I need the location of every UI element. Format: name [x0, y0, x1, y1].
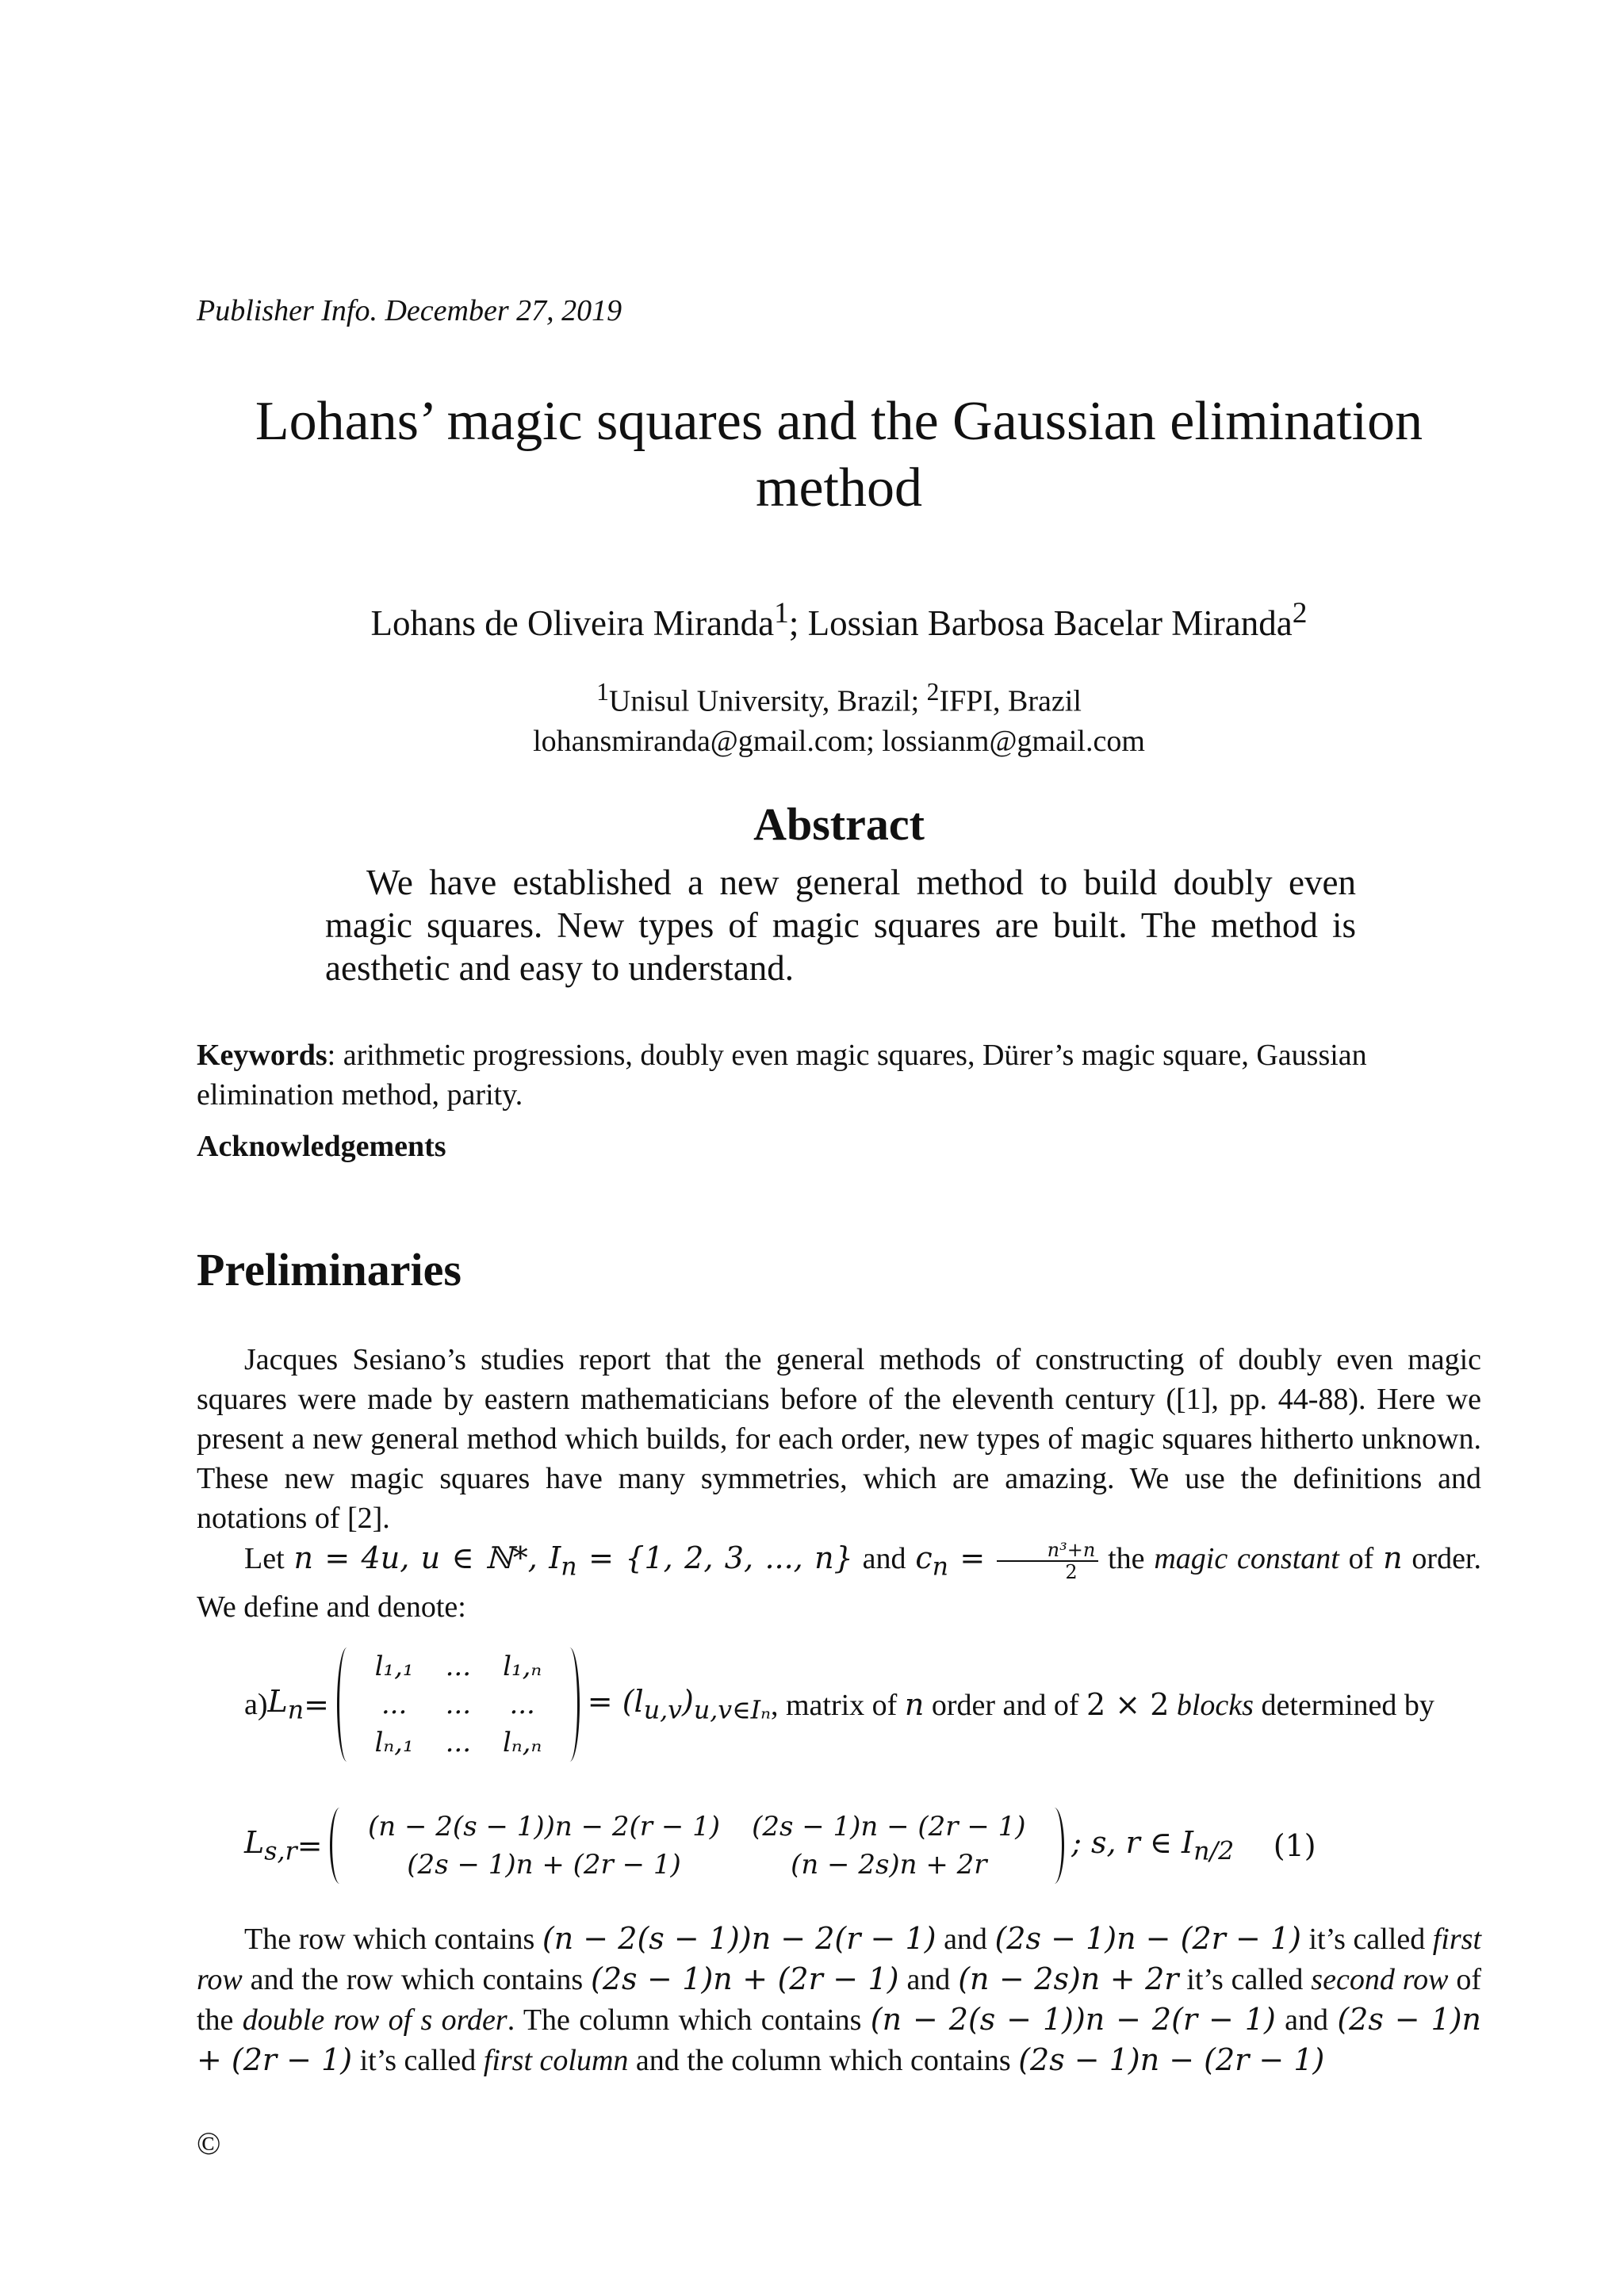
eq-a-lhs-sub: n: [287, 1696, 304, 1725]
p2-text-b: and: [852, 1542, 916, 1575]
matrix-row: [359, 1647, 558, 1686]
right-paren: [1044, 1808, 1064, 1884]
keywords: [197, 1035, 1481, 1115]
matrix-cell: ...: [445, 1689, 472, 1720]
p3-emph: second row: [1311, 1963, 1449, 1996]
eq-1-condition-text: ; s, r ∈ I: [1071, 1825, 1194, 1861]
eq-1-equals: =: [297, 1828, 323, 1863]
p2-text-a: Let: [244, 1542, 294, 1575]
affiliations: [197, 672, 1481, 761]
fraction-numerator: n³+n: [997, 1540, 1099, 1562]
p3-text: . The column which contains: [507, 2003, 871, 2037]
eq-1-lhs: [244, 1825, 297, 1866]
keywords-text: : arithmetic progressions, doubly even magic squares, Dürer’s magic square, Gaussian elimination method, parity.: [197, 1039, 1367, 1112]
eq-a-lhs-symbol: L: [267, 1684, 288, 1720]
matrix-cell: l₁,₁: [374, 1651, 414, 1682]
eq-a-label: a): [244, 1688, 268, 1721]
p3-math: (2s − 1)n + (2r − 1): [591, 1961, 899, 1996]
section-heading-preliminaries: Preliminaries: [197, 1244, 462, 1295]
p2-math-1: n = 4u, u ∈ ℕ*, I: [293, 1540, 561, 1575]
eq-a-rhs-sub: u,v: [643, 1696, 683, 1725]
keywords-label: Keywords: [197, 1039, 327, 1072]
equation-number: (1): [1273, 1828, 1316, 1863]
matrix-cell: lₙ,₁: [374, 1727, 414, 1758]
eq-a-tail-a: , matrix of: [770, 1688, 905, 1722]
eq-1-lhs-sub: s,r: [264, 1837, 297, 1866]
author-line: [197, 596, 1481, 644]
matrix-row: [352, 1808, 1042, 1846]
author-2-sup: 2: [1292, 597, 1308, 629]
eq-a-tail-emph: blocks: [1176, 1688, 1254, 1722]
matrix-cell: l₁,ₙ: [503, 1651, 542, 1682]
matrix-lsr: [330, 1808, 1064, 1884]
eq-a-rhs: [588, 1684, 771, 1725]
p2-math-4: n: [1383, 1540, 1403, 1575]
eq-a-tail: [771, 1687, 1434, 1723]
p2-text-c: the: [1098, 1542, 1155, 1575]
equation-1: [244, 1808, 1529, 1895]
eq-a-equals: =: [304, 1687, 329, 1722]
abstract-heading: Abstract: [753, 798, 925, 850]
eq-a-rhs-sub2: u,v∈Iₙ: [693, 1696, 771, 1725]
eq-a-tail-b: order and of: [924, 1688, 1087, 1722]
left-paren: [330, 1808, 350, 1884]
author-1: Lohans de Oliveira Miranda: [370, 603, 775, 643]
matrix-cell: ...: [509, 1689, 535, 1720]
eq-1-condition: [1071, 1825, 1234, 1866]
equation-a: [244, 1647, 1529, 1782]
matrix-cell: lₙ,ₙ: [503, 1727, 542, 1758]
p3-math: (n − 2(s − 1))n − 2(r − 1): [542, 1921, 936, 1956]
p3-text: and: [936, 1923, 995, 1956]
affil-2-sup: 2: [926, 678, 940, 706]
paragraph-1: Jacques Sesiano’s studies report that the general methods of constructing of doubly even magic squares were made by eastern mathematicians before of the eleventh century ([1], pp. 44-88). Here we present a new general method which builds, for each order, new types of magic squares hitherto unknown. These new magic squares have many symmetries, which are amazing. We use the definitions and notations of [2].: [197, 1343, 1481, 1535]
acknowledgements-heading: Acknowledgements: [197, 1130, 446, 1163]
eq-1-lhs-symbol: L: [244, 1825, 265, 1861]
p3-text: and: [1275, 2003, 1338, 2037]
p3-text: and the row which contains: [242, 1963, 592, 1996]
p2-math-3-sub: n: [932, 1552, 948, 1582]
p3-math: (n − 2s)n + 2r: [958, 1961, 1179, 1996]
p3-math: (n − 2(s − 1))n − 2(r − 1): [870, 2002, 1276, 2037]
magic-constant-fraction: [997, 1540, 1099, 1582]
p3-text: and the column which contains: [628, 2044, 1019, 2077]
p3-text: of the: [197, 1963, 1482, 2037]
p2-equals: =: [948, 1540, 997, 1575]
p3-text: it’s called: [352, 2044, 484, 2077]
matrix-cell: ...: [445, 1727, 472, 1758]
p2-math-1-sub: n: [561, 1552, 577, 1582]
eq-a-tail-d: determined by: [1253, 1688, 1434, 1722]
p3-text: it’s called: [1178, 1963, 1312, 1996]
author-emails: lohansmiranda@gmail.com; lossianm@gmail.com: [533, 724, 1145, 758]
eq-a-lhs: [268, 1684, 304, 1725]
abstract-body: We have established a new general method to build doubly even magic squares. New types of magic squares are built. The method is aesthetic and easy to understand.: [325, 863, 1356, 988]
matrix-ln: [337, 1647, 580, 1762]
affil-2: IFPI, Brazil: [939, 684, 1082, 718]
p3-math: (2s − 1)n − (2r − 1): [1018, 2042, 1325, 2077]
author-separator: ;: [788, 603, 808, 643]
fraction-denominator: 2: [1065, 1561, 1078, 1584]
matrix-cell: ...: [445, 1651, 472, 1682]
eq-a-rhs-close: ): [682, 1684, 694, 1720]
eq-a-tail-c: [1169, 1689, 1177, 1722]
matrix-row: [359, 1686, 558, 1724]
publisher-info: Publisher Info. December 27, 2019: [197, 294, 622, 327]
affil-1-sup: 1: [596, 678, 609, 706]
eq-1-condition-sub: n/2: [1193, 1837, 1235, 1866]
paper-title: Lohans’ magic squares and the Gaussian elimination method: [255, 391, 1423, 519]
eq-a-tail-2x2: 2 × 2: [1086, 1686, 1170, 1722]
matrix-cell: ...: [381, 1689, 408, 1720]
matrix-cell: (2s − 1)n − (2r − 1): [752, 1811, 1026, 1843]
p3-text: and: [898, 1963, 959, 1996]
matrix-row: [359, 1724, 558, 1762]
eq-a-rhs-open: = (l: [587, 1684, 644, 1720]
matrix-cell: (n − 2s)n + 2r: [791, 1849, 987, 1881]
left-paren: [337, 1647, 357, 1762]
p3-math: (2s − 1)n + (2r − 1): [197, 2002, 1482, 2077]
author-2: Lossian Barbosa Bacelar Miranda: [807, 603, 1293, 643]
matrix-ln-body: [359, 1647, 558, 1762]
matrix-cell: (n − 2(s − 1))n − 2(r − 1): [368, 1811, 721, 1843]
affil-1: Unisul University, Brazil;: [608, 684, 927, 718]
p3-emph: double row of s order: [242, 2003, 508, 2037]
p3-math: (2s − 1)n − (2r − 1): [994, 1921, 1301, 1956]
p2-text-e: order. We define and denote:: [197, 1542, 1481, 1624]
affiliation-line: [197, 672, 1481, 721]
paragraph-3: [197, 1919, 1481, 2080]
matrix-row: [352, 1846, 1042, 1884]
author-1-sup: 1: [774, 597, 789, 629]
p2-emph: magic constant: [1154, 1542, 1339, 1575]
matrix-cell: (2s − 1)n + (2r − 1): [407, 1849, 681, 1881]
p3-text: The row which contains: [244, 1923, 542, 1956]
right-paren: [560, 1647, 580, 1762]
eq-a-tail-n: n: [904, 1686, 925, 1722]
paragraph-2: [197, 1538, 1481, 1627]
p3-text: it’s called: [1300, 1923, 1433, 1956]
copyright-symbol: ©: [197, 2126, 221, 2161]
p2-text-d: of: [1339, 1542, 1384, 1575]
p3-emph: first column: [483, 2044, 629, 2077]
p2-math-2: = {1, 2, 3, ..., n}: [576, 1540, 853, 1575]
p2-math-3: c: [915, 1540, 933, 1575]
matrix-lsr-body: [352, 1808, 1042, 1884]
p3-emph: first row: [197, 1923, 1481, 1996]
